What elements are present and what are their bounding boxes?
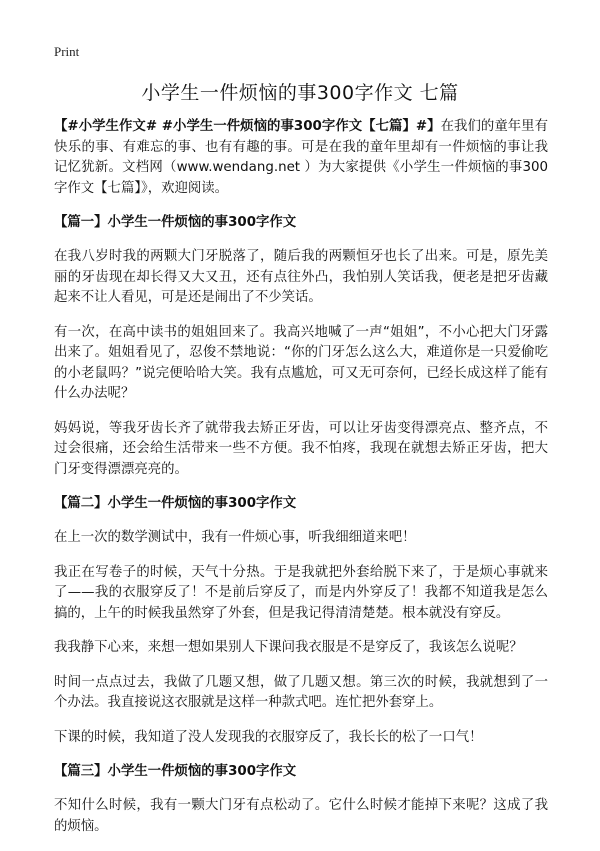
intro-paragraph xyxy=(54,117,548,199)
section-heading: 【篇一】小学生一件烦恼的事300字作文 xyxy=(54,215,297,230)
section-paragraph: 不知什么时候，我有一颗大门牙有点松动了。它什么时候才能掉下来呢？这成了我的烦恼。 xyxy=(54,798,548,834)
document-body xyxy=(54,117,548,851)
section-paragraph: 我正在写卷子的时候，天气十分热。于是我就把外套给脱下来了，于是烦心事就来了——我的衣服穿反了！不是前后穿反了，而是内外穿反了！我都不知道我是怎么搞的，上午的时候我虽然穿了外套，但是我记得清清楚楚。根本就没有穿反。 xyxy=(54,564,548,621)
section-paragraph: 我我静下心来，来想一想如果别人下课问我衣服是不是穿反了，我该怎么说呢？ xyxy=(54,640,523,655)
section-paragraph: 下课的时候，我知道了没人发现我的衣服穿反了，我长长的松了一口气！ xyxy=(54,729,483,745)
section-heading: 【篇二】小学生一件烦恼的事300字作文 xyxy=(54,496,297,511)
print-label: Print xyxy=(54,44,80,59)
section-paragraph: 时间一点点过去，我做了几题又想，做了几题又想。第三次的时候，我就想到了一个办法。我直接说这衣服就是这样一种款式吧。连忙把外套穿上。 xyxy=(54,674,548,710)
document-title: 小学生一件烦恼的事300字作文 七篇 xyxy=(141,82,459,104)
intro-tag: 【#小学生作文# #小学生一件烦恼的事300字作文【七篇】#】 xyxy=(54,119,441,134)
intro-text: 在我们的童年里有快乐的事、有难忘的事、也有有趣的事。可是在我的童年里却有一件烦恼的事让我记忆犹新。文档网（www.wendang.net ）为大家提供《小学生一件烦恼的事300字作文【七篇】》，欢迎阅读。 xyxy=(54,119,548,196)
section-paragraph: 在上一次的数学测试中，我有一件烦心事，听我细细道来吧！ xyxy=(54,530,416,545)
section-paragraph: 在我八岁时我的两颗大门牙脱落了，随后我的两颗恒牙也长了出来。可是，原先美丽的牙齿现在却长得又大又丑，还有点往外凸，我怕别人笑话我，便老是把牙齿藏起来不让人看见，可是还是闹出了不少笑话。 xyxy=(54,249,548,305)
section-heading: 【篇三】小学生一件烦恼的事300字作文 xyxy=(54,764,297,779)
section-paragraph: 妈妈说，等我牙齿长齐了就带我去矫正牙齿，可以让牙齿变得漂亮点、整齐点，不过会很痛，还会给生活带来一些不方便。我不怕疼，我现在就想去矫正牙齿，把大门牙变得漂漂亮亮的。 xyxy=(54,420,548,477)
section-paragraph: 有一次，在高中读书的姐姐回来了。我高兴地喊了一声“姐姐”，不小心把大门牙露出来了。姐姐看见了，忍俊不禁地说：“你的门牙怎么这么大，难道你是一只爱偷吃的小老鼠吗？”说完便哈哈大笑。我有点尴尬，可又无可奈何，已经长成这样了能有什么办法呢？ xyxy=(54,324,548,401)
